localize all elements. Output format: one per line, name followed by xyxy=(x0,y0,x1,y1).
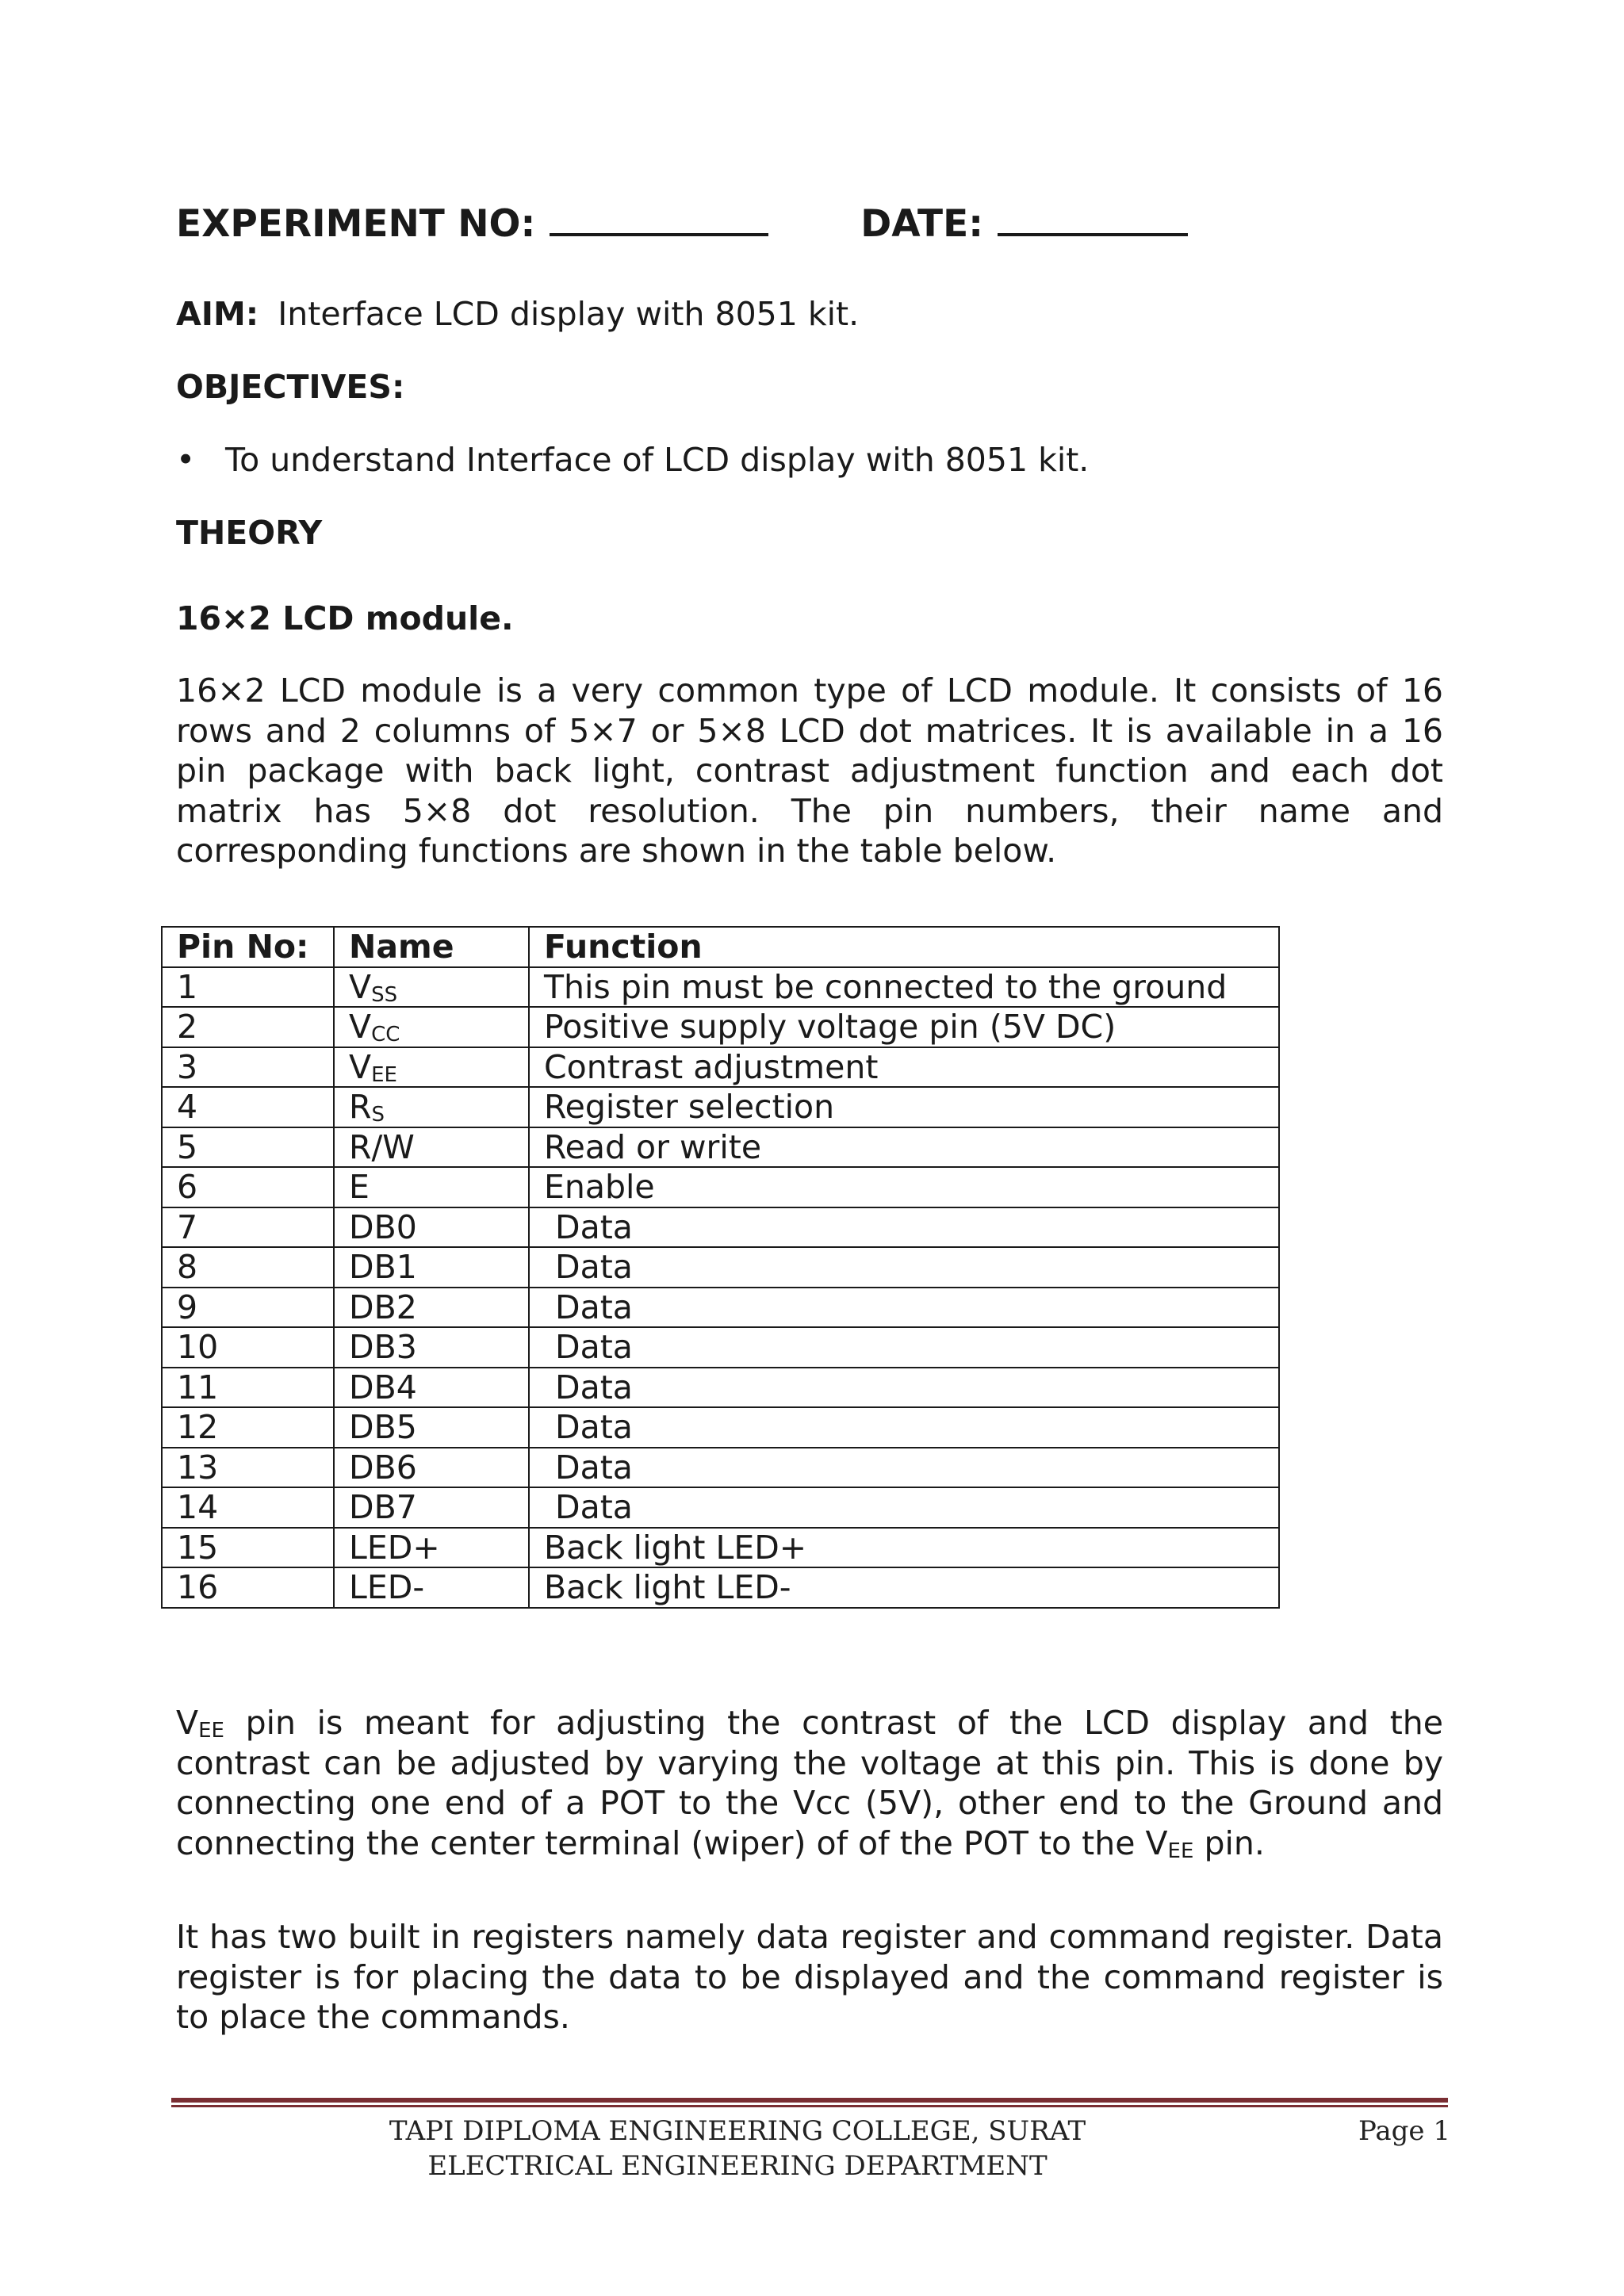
date-label: DATE: xyxy=(860,202,983,246)
pin-name: DB5 xyxy=(349,1408,417,1447)
module-heading: 16×2 LCD module. xyxy=(176,599,514,637)
table-row xyxy=(162,1127,1279,1168)
objectives-label: OBJECTIVES: xyxy=(176,368,405,406)
pin-number-cell: 2 xyxy=(162,1007,334,1047)
pin-name-subscript: CC xyxy=(371,1023,400,1047)
pin-function-cell: Data xyxy=(529,1247,1279,1288)
pin-number-cell: 15 xyxy=(162,1528,334,1568)
pin-name: V xyxy=(349,967,372,1006)
pin-name: LED- xyxy=(349,1568,425,1607)
pin-name: DB7 xyxy=(349,1488,417,1527)
pin-number-cell: 10 xyxy=(162,1327,334,1368)
pin-name-cell xyxy=(334,1247,529,1288)
pin-number-cell: 13 xyxy=(162,1448,334,1488)
pin-name-cell xyxy=(334,967,529,1008)
pin-name-cell xyxy=(334,1327,529,1368)
pin-number-cell: 11 xyxy=(162,1368,334,1408)
pin-number-cell: 16 xyxy=(162,1567,334,1608)
pin-number-cell: 4 xyxy=(162,1087,334,1127)
vee-sub: EE xyxy=(198,1719,224,1743)
table-row xyxy=(162,967,1279,1008)
vee-text-1: pin is meant for adjusting the contrast of the LCD display and the contrast can be adjusted by varying the voltage at this pin. This is done by connecting one end of a POT to the Vcc (5V), other end to the Ground and connecting the center terminal (wiper) of of the POT to the V xyxy=(176,1704,1443,1862)
pin-function-cell: Data xyxy=(529,1487,1279,1528)
pin-function-cell: Back light LED+ xyxy=(529,1528,1279,1568)
pin-number-cell: 3 xyxy=(162,1047,334,1088)
pin-name: R xyxy=(349,1088,372,1127)
pin-name-cell xyxy=(334,1567,529,1608)
pin-function-cell: Data xyxy=(529,1207,1279,1248)
table-row xyxy=(162,1327,1279,1368)
pin-function-cell: Read or write xyxy=(529,1127,1279,1168)
pin-name-subscript: EE xyxy=(371,1062,397,1087)
vee-sub-2: EE xyxy=(1167,1839,1194,1863)
pin-name-cell xyxy=(334,1207,529,1248)
pin-name: V xyxy=(349,1047,372,1086)
table-row xyxy=(162,1007,1279,1047)
pin-name: V xyxy=(349,1008,372,1047)
pin-function-cell: Positive supply voltage pin (5V DC) xyxy=(529,1007,1279,1047)
pin-name-cell xyxy=(334,1407,529,1448)
pin-function-cell: Back light LED- xyxy=(529,1567,1279,1608)
table-row xyxy=(162,1167,1279,1207)
aim-label: AIM: xyxy=(176,295,259,333)
table-row xyxy=(162,1207,1279,1248)
pin-name: DB0 xyxy=(349,1207,417,1246)
pin-function-cell: Enable xyxy=(529,1167,1279,1207)
vee-v: V xyxy=(176,1704,199,1742)
pin-number-cell: 1 xyxy=(162,967,334,1008)
pin-name: DB4 xyxy=(349,1368,417,1406)
objective-item-text: To understand Interface of LCD display with 8051 kit. xyxy=(225,441,1090,479)
pin-name: DB6 xyxy=(349,1448,417,1487)
vee-paragraph xyxy=(176,1703,1443,1863)
header-pin-no: Pin No: xyxy=(162,927,334,967)
pin-number-cell: 6 xyxy=(162,1167,334,1207)
pin-name-subscript: S xyxy=(371,1103,385,1127)
pin-name-cell xyxy=(334,1368,529,1408)
pin-function-cell: Data xyxy=(529,1327,1279,1368)
pin-name-cell xyxy=(334,1288,529,1328)
experiment-number-blank xyxy=(550,198,768,236)
table-row xyxy=(162,1528,1279,1568)
pin-number-cell: 8 xyxy=(162,1247,334,1288)
pin-name-cell xyxy=(334,1087,529,1127)
pin-name-cell xyxy=(334,1167,529,1207)
pin-function-cell: Data xyxy=(529,1368,1279,1408)
experiment-number-label: EXPERIMENT NO: xyxy=(176,202,536,246)
pin-name: DB3 xyxy=(349,1328,417,1367)
footer-rule xyxy=(171,2098,1448,2107)
experiment-header xyxy=(176,198,1188,246)
bullet-icon: • xyxy=(176,441,196,479)
date-blank xyxy=(998,198,1188,236)
aim-text: Interface LCD display with 8051 kit. xyxy=(278,295,860,333)
pin-name: LED+ xyxy=(349,1528,440,1567)
pin-name-cell xyxy=(334,1127,529,1168)
pin-number-cell: 5 xyxy=(162,1127,334,1168)
pin-table-header-row xyxy=(162,927,1279,967)
pin-name: DB2 xyxy=(349,1288,417,1326)
theory-label: THEORY xyxy=(176,514,323,552)
table-row xyxy=(162,1368,1279,1408)
vee-text-2: pin. xyxy=(1193,1823,1265,1862)
pin-number-cell: 9 xyxy=(162,1288,334,1328)
table-row xyxy=(162,1247,1279,1288)
pin-name: E xyxy=(349,1168,370,1207)
table-row xyxy=(162,1487,1279,1528)
pin-name-cell xyxy=(334,1528,529,1568)
registers-paragraph: It has two built in registers namely data register and command register. Data register is for placing the data to be displayed and the command register is to place the commands. xyxy=(176,1918,1443,2036)
pin-name-cell xyxy=(334,1007,529,1047)
pin-table-body xyxy=(162,967,1279,1608)
page-number: Page 1 xyxy=(1358,2115,1450,2147)
pin-name: DB1 xyxy=(349,1248,417,1287)
table-row xyxy=(162,1087,1279,1127)
pin-number-cell: 12 xyxy=(162,1407,334,1448)
footer-college: TAPI DIPLOMA ENGINEERING COLLEGE, SURAT xyxy=(389,2115,1086,2147)
pin-function-cell: Data xyxy=(529,1407,1279,1448)
footer-department: ELECTRICAL ENGINEERING DEPARTMENT xyxy=(427,2150,1048,2182)
pin-number-cell: 7 xyxy=(162,1207,334,1248)
pin-function-cell: Data xyxy=(529,1288,1279,1328)
pin-name-cell xyxy=(334,1047,529,1088)
aim-line xyxy=(176,295,859,333)
objective-item xyxy=(176,441,1089,479)
table-row xyxy=(162,1448,1279,1488)
pin-function-cell: Contrast adjustment xyxy=(529,1047,1279,1088)
pin-name-cell xyxy=(334,1487,529,1528)
pin-number-cell: 14 xyxy=(162,1487,334,1528)
pin-name: R/W xyxy=(349,1127,415,1166)
header-function: Function xyxy=(529,927,1279,967)
table-row xyxy=(162,1047,1279,1088)
pin-function-cell: Data xyxy=(529,1448,1279,1488)
header-name: Name xyxy=(334,927,529,967)
pin-name-cell xyxy=(334,1448,529,1488)
table-row xyxy=(162,1407,1279,1448)
pin-table xyxy=(161,926,1280,1609)
table-row xyxy=(162,1567,1279,1608)
table-row xyxy=(162,1288,1279,1328)
pin-function-cell: This pin must be connected to the ground xyxy=(529,967,1279,1008)
intro-paragraph: 16×2 LCD module is a very common type of LCD module. It consists of 16 rows and 2 columns of 5×7 or 5×8 LCD dot matrices. It is available in a 16 pin package with back light, contrast adjustment function and each dot matrix has 5×8 dot resolution. The pin numbers, their name and corresponding functions are shown in the table below. xyxy=(176,672,1443,870)
pin-name-subscript: SS xyxy=(371,982,398,1007)
pin-function-cell: Register selection xyxy=(529,1087,1279,1127)
